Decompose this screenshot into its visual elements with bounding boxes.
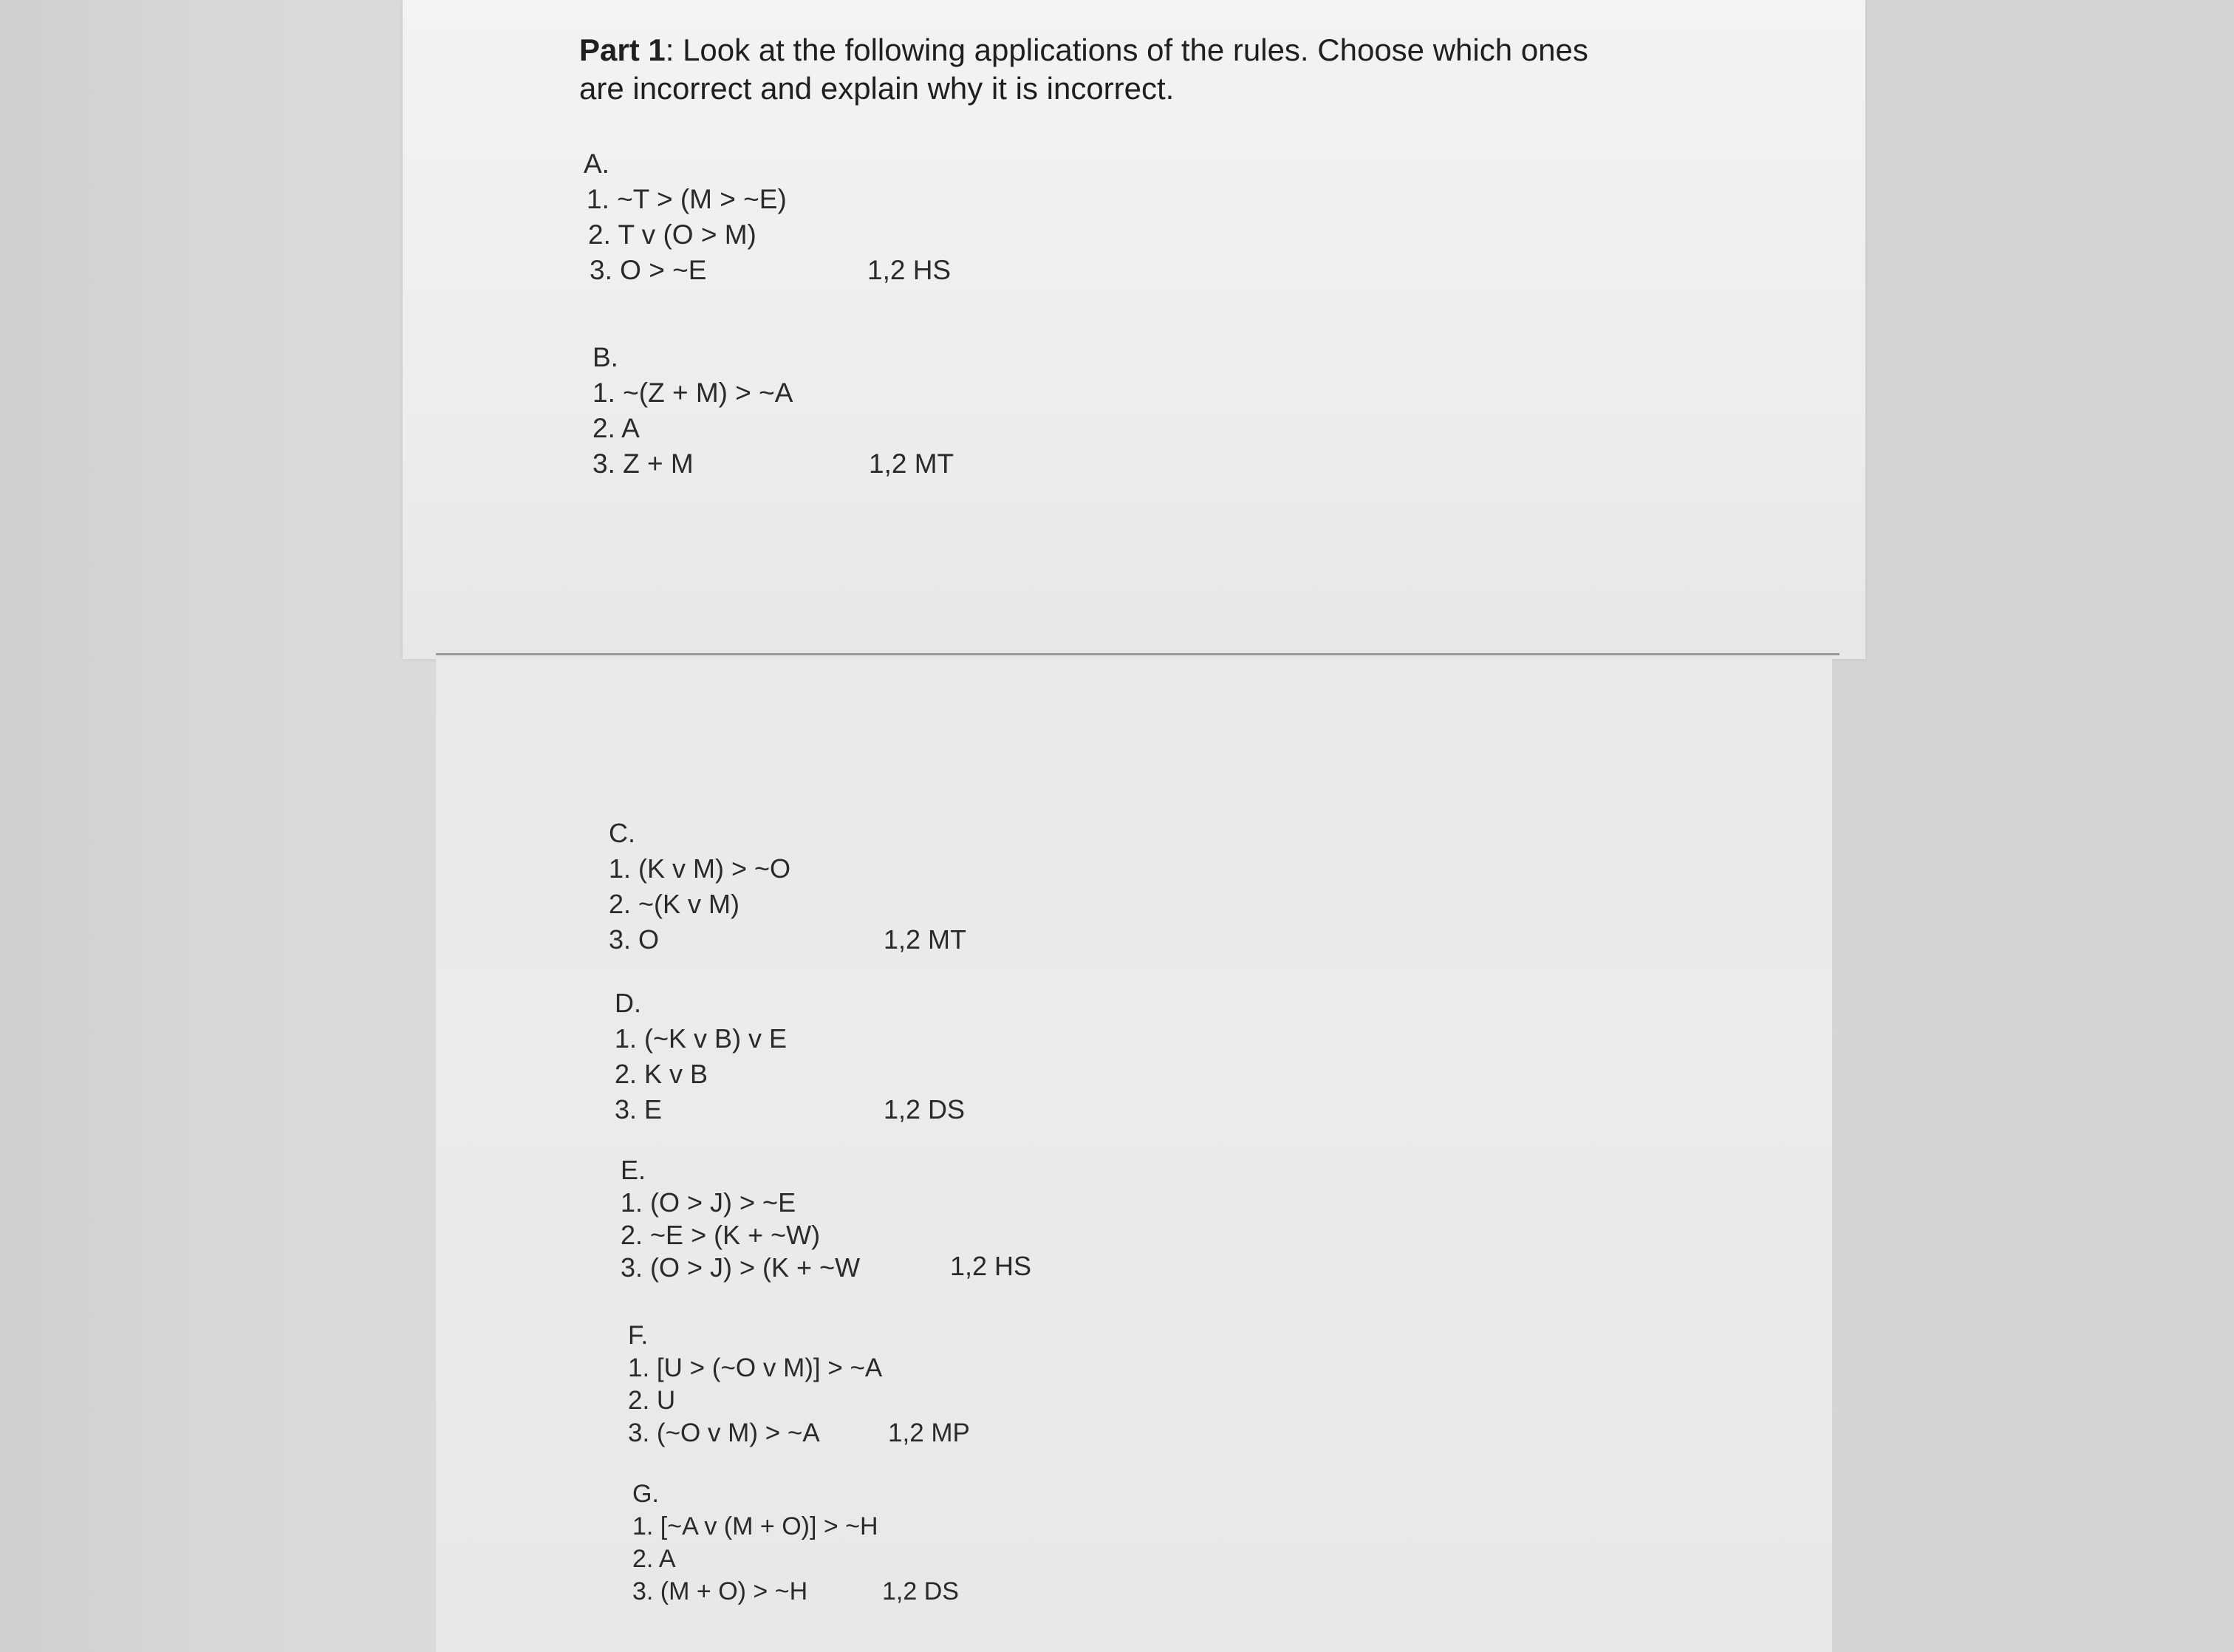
problem-letter: F. (628, 1321, 649, 1350)
rule-justification: 1,2 HS (950, 1251, 1032, 1281)
problem-letter: E. (621, 1155, 646, 1185)
premise-2: 2. U (628, 1386, 676, 1415)
instructions-text-1: : Look at the following applications of the rules. Choose which ones (665, 33, 1588, 67)
premise-2: 2. A (632, 1545, 676, 1573)
problem-e (621, 1154, 1032, 1284)
rule-justification: 1,2 DS (884, 1094, 966, 1124)
premise-1: 1. ~(Z + M) > ~A (592, 378, 793, 408)
instructions-text-2: are incorrect and explain why it is incorrect. (579, 71, 1175, 106)
page-divider (436, 653, 1840, 655)
rule-justification: 1,2 HS (867, 255, 952, 285)
conclusion: 3. E (615, 1094, 663, 1124)
premise-1: 1. [~A v (M + O)] > ~H (632, 1512, 878, 1540)
problem-g (632, 1478, 959, 1608)
part-label: Part 1 (579, 33, 666, 67)
rule-justification: 1,2 MT (884, 924, 967, 955)
problem-c (609, 816, 967, 958)
problem-d (615, 986, 966, 1127)
conclusion: 3. O > ~E (590, 255, 707, 285)
rule-justification: 1,2 MT (869, 448, 954, 479)
conclusion: 3. Z + M (592, 448, 694, 479)
premise-1: 1. [U > (~O v M)] > ~A (628, 1354, 883, 1382)
problem-letter: A. (584, 149, 609, 179)
problem-letter: D. (615, 988, 641, 1018)
premise-2: 2. ~(K v M) (609, 889, 740, 919)
premise-2: 2. ~E > (K + ~W) (621, 1220, 821, 1250)
problem-b (592, 340, 954, 482)
premise-1: 1. (O > J) > ~E (621, 1187, 796, 1218)
premise-2: 2. K v B (615, 1059, 708, 1089)
rule-justification: 1,2 MP (888, 1419, 970, 1447)
premise-1: 1. (~K v B) v E (615, 1023, 788, 1054)
problem-letter: B. (592, 342, 618, 372)
problem-a (584, 146, 952, 288)
rule-justification: 1,2 DS (882, 1577, 959, 1605)
problem-letter: G. (632, 1480, 659, 1508)
problem-f (628, 1320, 970, 1450)
premise-2: 2. A (592, 413, 640, 443)
instructions-line-1 (579, 31, 1588, 69)
instructions (579, 31, 1588, 108)
conclusion: 3. (~O v M) > ~A (628, 1419, 820, 1447)
premise-1: 1. ~T > (M > ~E) (587, 184, 787, 214)
conclusion: 3. (M + O) > ~H (632, 1577, 808, 1605)
problem-letter: C. (609, 818, 635, 848)
conclusion: 3. (O > J) > (K + ~W (621, 1252, 861, 1283)
conclusion: 3. O (609, 924, 660, 955)
premise-2: 2. T v (O > M) (588, 219, 756, 250)
premise-1: 1. (K v M) > ~O (609, 853, 791, 884)
